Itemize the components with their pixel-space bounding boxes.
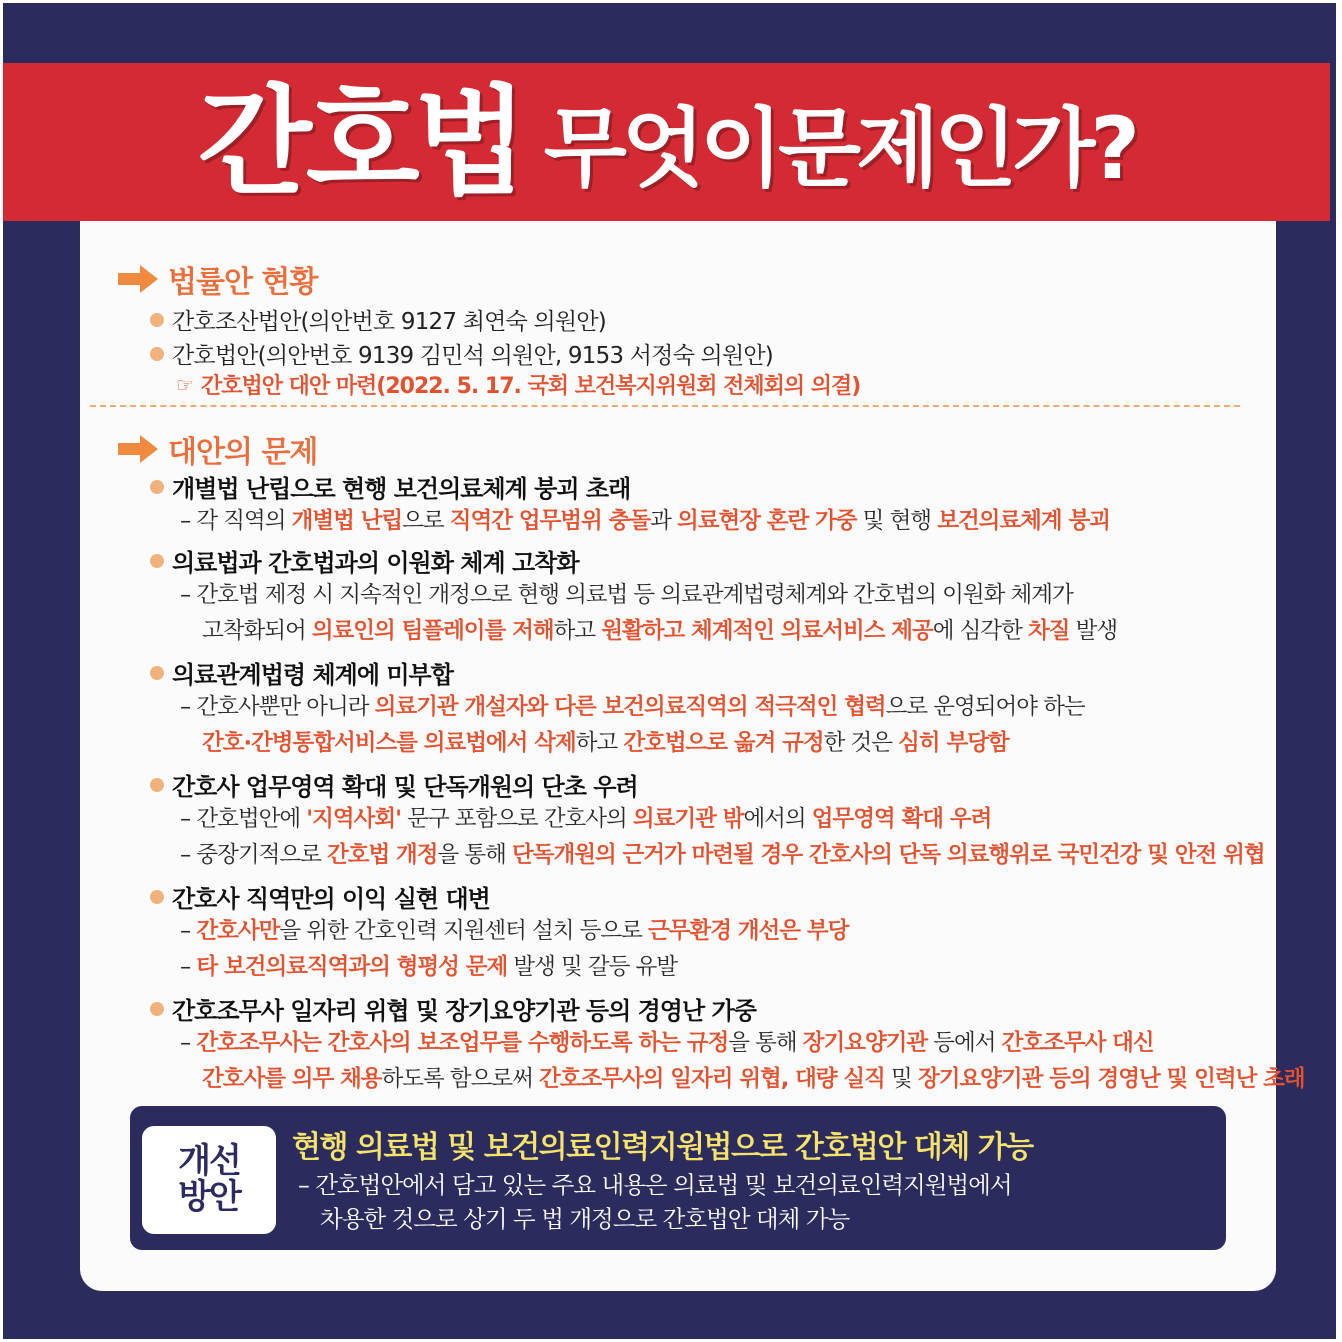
pointing-hand-icon: ☞	[176, 372, 193, 397]
highlight-text: 개별법 난립	[291, 508, 403, 534]
highlight-text: 보건의료체계 붕괴	[937, 508, 1110, 534]
highlight-text: 간호·간병통합서비스를 의료법에서 삭제	[202, 730, 576, 756]
issue-heading: 간호조무사 일자리 위협 및 장기요양기관 등의 경영난 가중	[172, 997, 756, 1025]
dot-bullet-icon	[150, 666, 164, 680]
content-card	[80, 221, 1305, 1291]
detail-text: 과	[650, 508, 677, 534]
issue-detail-line	[180, 913, 848, 945]
detail-text: 에서의	[743, 806, 812, 832]
detail-text: 문구 포함으로 간호사의	[400, 806, 633, 832]
highlight-text: 장기요양기관	[802, 1030, 928, 1056]
highlight-text: 의료기관 개설자와 다른 보건의료직역의 적극적인 협력	[374, 694, 886, 720]
detail-text: 을 위한 간호인력 지원센터 설치 등으로	[279, 918, 649, 944]
detail-text: 등에서	[927, 1030, 1002, 1056]
issue-heading: 간호사 직역만의 이익 실현 대변	[172, 885, 490, 913]
section-header-bill-status	[118, 257, 317, 301]
note-text: 간호법안 대안 마련(2022. 5. 17. 국회 보건복지위원회 전체회의 의결)	[200, 374, 861, 399]
dot-bullet-icon	[150, 480, 164, 494]
section-header-alternative-problems	[118, 427, 317, 471]
issue-detail-line	[180, 1025, 1154, 1057]
detail-text: 하도록 함으로써	[381, 1066, 539, 1092]
detail-text: –	[180, 954, 197, 980]
detail-text: 하고	[553, 618, 602, 644]
list-item-text: 간호조산법안(의안번호 9127 최연숙 의원안)	[172, 309, 606, 335]
detail-text: –	[180, 1030, 197, 1056]
title	[3, 63, 1330, 221]
dot-bullet-icon	[150, 1002, 164, 1016]
issue-heading-row	[150, 879, 490, 914]
list-item-text: 간호법안(의안번호 9139 김민석 의원안, 9153 서정숙 의원안)	[172, 343, 773, 369]
highlight-text: 근무환경 개선은 부당	[648, 918, 849, 944]
highlight-text: 단독개원의 근거가 마련될 경우 간호사의 단독 의료행위로 국민건강 및 안전 위협	[512, 842, 1265, 868]
badge-line: 방안	[178, 1177, 240, 1217]
issue-heading: 의료법과 간호법과의 이원화 체계 고착화	[172, 549, 579, 577]
issue-heading-row	[150, 543, 579, 578]
improvement-box	[130, 1106, 1226, 1250]
issue-heading-row	[150, 655, 453, 690]
issue-heading-row	[150, 469, 630, 504]
note	[176, 369, 860, 400]
issue-detail-line	[180, 837, 1265, 869]
highlight-text: '지역사회'	[306, 806, 401, 832]
detail-text: 고착화되어	[202, 618, 312, 644]
dot-bullet-icon	[150, 313, 164, 327]
issue-heading-row	[150, 991, 756, 1026]
highlight-text: 의료기관 밖	[632, 806, 744, 832]
detail-text: 발생	[1069, 618, 1118, 644]
badge-line: 개선	[178, 1141, 240, 1182]
highlight-text: 원활하고 체계적인 의료서비스 제공	[601, 618, 933, 644]
dot-bullet-icon	[150, 890, 164, 904]
issue-detail-line	[180, 689, 1085, 721]
highlight-text: 의료인의 팀플레이를 저해	[311, 618, 554, 644]
highlight-text: 업무영역 확대 우려	[811, 806, 992, 832]
detail-text: – 간호법 제정 시 지속적인 개정으로 현행 의료법 등 의료관계법령체계와 간호법의 이원화 체계가	[180, 582, 1073, 608]
issue-detail-line	[180, 503, 1110, 535]
highlight-text: 간호조무사 대신	[1001, 1030, 1154, 1056]
title-main: 간호법	[197, 73, 522, 211]
highlight-text: 간호사만	[196, 918, 280, 944]
detail-text: – 중장기적으로	[180, 842, 327, 868]
issue-detail-line	[202, 725, 1009, 757]
dot-bullet-icon	[150, 778, 164, 792]
detail-text: 및 현행	[856, 508, 938, 534]
detail-text: – 간호법안에	[180, 806, 307, 832]
detail-text: 에 심각한	[932, 618, 1028, 644]
list-item	[150, 303, 606, 336]
dashed-divider	[90, 405, 1240, 407]
detail-text: 을 통해	[437, 842, 512, 868]
improvement-line: – 간호법안에서 담고 있는 주요 내용은 의료법 및 보건의료인력지원법에서	[298, 1171, 1012, 1199]
detail-text: 으로	[402, 508, 450, 534]
list-item	[150, 337, 773, 370]
issue-detail-line	[202, 613, 1117, 645]
title-banner	[3, 63, 1330, 221]
detail-text: – 각 직역의	[180, 508, 292, 534]
dot-bullet-icon	[150, 554, 164, 568]
improvement-line: 차용한 것으로 상기 두 법 개정으로 간호법안 대체 가능	[320, 1205, 850, 1233]
highlight-text: 간호사를 의무 채용	[202, 1066, 382, 1092]
issue-heading: 간호사 업무영역 확대 및 단독개원의 단초 우려	[172, 773, 638, 801]
right-arrow-icon	[118, 434, 158, 464]
detail-text: 및	[884, 1066, 918, 1092]
highlight-text: 의료현장 혼란 가중	[676, 508, 857, 534]
detail-text: 으로 운영되어야 하는	[885, 694, 1085, 720]
highlight-text: 간호조무사는 간호사의 보조업무를 수행하도록 하는 규정	[196, 1030, 729, 1056]
issue-heading: 개별법 난립으로 현행 보건의료체계 붕괴 초래	[172, 475, 631, 503]
highlight-text: 타 보건의료직역과의 형평성 문제	[196, 954, 508, 980]
issue-detail-line	[180, 949, 677, 981]
highlight-text: 간호법 개정	[326, 842, 438, 868]
highlight-text: 간호조무사의 일자리 위협, 대량 실직	[539, 1066, 885, 1092]
right-arrow-icon	[118, 264, 158, 294]
issue-heading: 의료관계법령 체계에 미부합	[172, 661, 453, 689]
title-sub: 무엇이문제인가?	[543, 99, 1136, 199]
detail-text: 한 것은	[823, 730, 899, 756]
highlight-text: 직역간 업무범위 충돌	[449, 508, 651, 534]
section-title: 대안의 문제	[168, 435, 318, 470]
detail-text: – 간호사뿐만 아니라	[180, 694, 375, 720]
highlight-text: 간호법으로 옮겨 규정	[623, 730, 824, 756]
improvement-heading: 현행 의료법 및 보건의료인력지원법으로 간호법안 대체 가능	[292, 1130, 1033, 1165]
detail-text: 하고	[575, 730, 624, 756]
issue-heading-row	[150, 767, 638, 802]
improvement-badge	[142, 1126, 276, 1234]
highlight-text: 심히 부당함	[898, 730, 1009, 756]
issue-detail-line	[180, 577, 1073, 609]
detail-text: 발생 및 갈등 유발	[507, 954, 677, 980]
highlight-text: 장기요양기관 등의 경영난 및 인력난 초래	[917, 1066, 1305, 1092]
issue-detail-line	[202, 1061, 1305, 1093]
issue-detail-line	[180, 801, 991, 833]
detail-text: 을 통해	[728, 1030, 803, 1056]
section-title: 법률안 현황	[168, 265, 318, 300]
dot-bullet-icon	[150, 347, 164, 361]
detail-text: –	[180, 918, 197, 944]
highlight-text: 차질	[1028, 618, 1070, 644]
